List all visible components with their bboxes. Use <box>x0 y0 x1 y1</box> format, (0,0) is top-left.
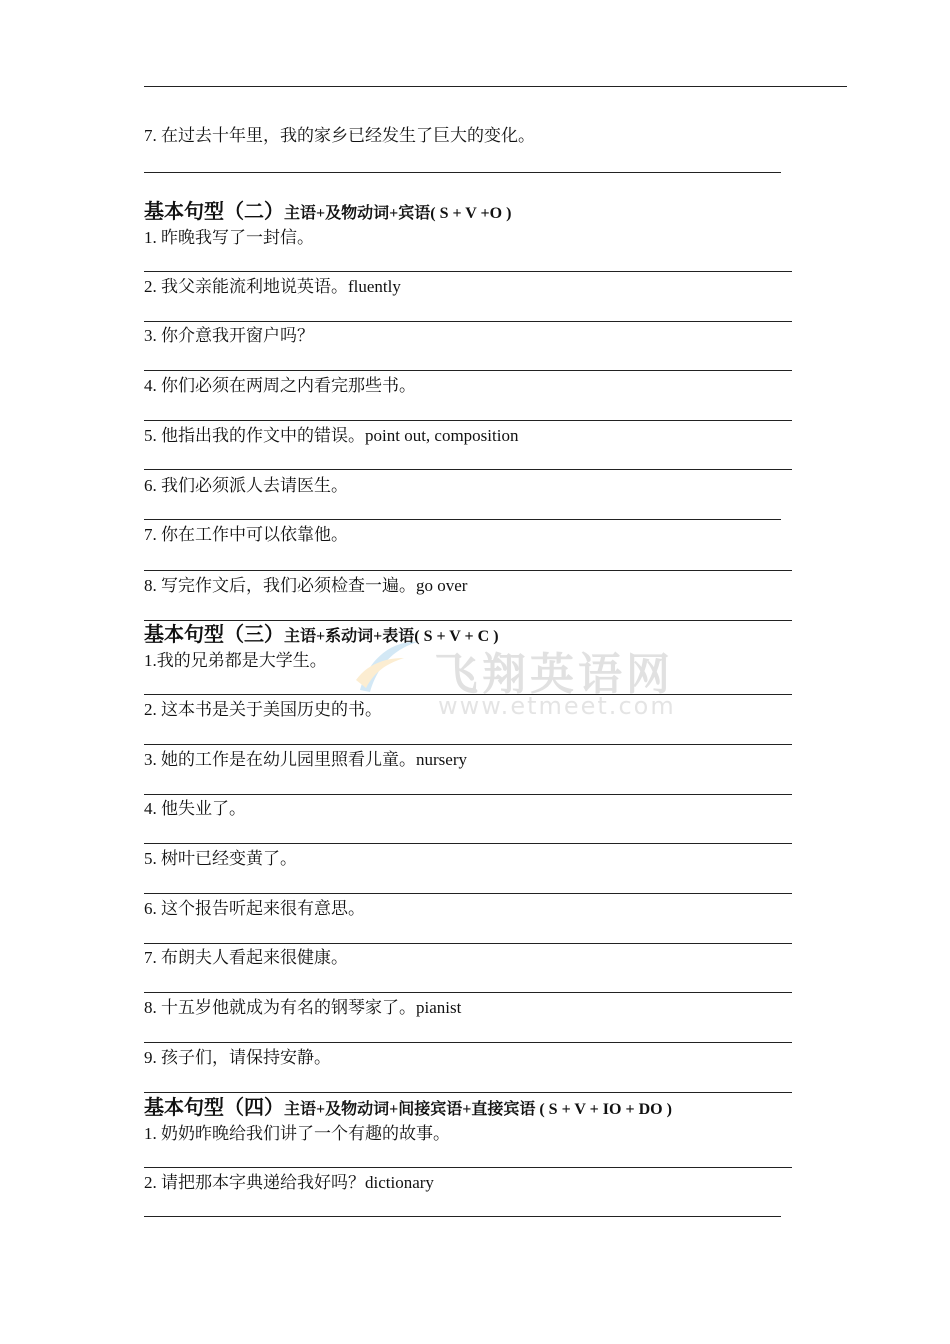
section-heading-rest: 主语+及物动词+宾语( S + V +O ) <box>284 205 512 222</box>
section-heading-cn: 基本句型（二） <box>144 201 284 223</box>
exercise-item: 6. 这个报告听起来很有意思。 <box>144 899 365 918</box>
answer-line <box>144 992 792 993</box>
answer-line <box>144 620 792 621</box>
swoosh-logo-icon <box>352 632 422 702</box>
section-heading-cn: 基本句型（三） <box>144 624 284 646</box>
exercise-item: 2. 这本书是关于美国历史的书。 <box>144 700 382 719</box>
section-heading-cn: 基本句型（四） <box>144 1097 284 1119</box>
answer-line <box>144 1216 781 1217</box>
watermark-url: www.etmeet.com <box>438 692 676 720</box>
answer-line <box>144 1042 792 1043</box>
answer-line <box>144 1167 792 1168</box>
exercise-item: 4. 你们必须在两周之内看完那些书。 <box>144 376 416 395</box>
section-heading-rest: 主语+系动词+表语( S + V + C ) <box>284 628 499 645</box>
answer-line <box>144 420 792 421</box>
answer-line <box>144 86 847 87</box>
exercise-item: 7. 布朗夫人看起来很健康。 <box>144 948 348 967</box>
section-heading-rest: 主语+及物动词+间接宾语+直接宾语 ( S + V + IO + DO ) <box>284 1101 672 1118</box>
answer-line <box>144 271 792 272</box>
exercise-item: 1. 奶奶昨晚给我们讲了一个有趣的故事。 <box>144 1124 450 1143</box>
answer-line <box>144 794 792 795</box>
exercise-item: 2. 我父亲能流利地说英语。fluently <box>144 277 401 296</box>
exercise-item: 3. 你介意我开窗户吗？ <box>144 326 314 345</box>
watermark <box>352 632 692 722</box>
answer-line <box>144 570 792 571</box>
exercise-item: 7. 你在工作中可以依靠他。 <box>144 525 348 544</box>
answer-line <box>144 172 781 173</box>
exercise-item: 4. 他失业了。 <box>144 799 246 818</box>
exercise-item: 9. 孩子们，请保持安静。 <box>144 1048 331 1067</box>
answer-line <box>144 321 792 322</box>
answer-line <box>144 893 792 894</box>
answer-line <box>144 843 792 844</box>
exercise-item: 1. 昨晚我写了一封信。 <box>144 228 314 247</box>
answer-line <box>144 370 792 371</box>
exercise-item: 1.我的兄弟都是大学生。 <box>144 651 327 670</box>
section-heading <box>144 1096 672 1122</box>
watermark-name: 飞翔英语网 <box>434 649 674 700</box>
answer-line <box>144 519 781 520</box>
answer-line <box>144 744 792 745</box>
exercise-item: 3. 她的工作是在幼儿园里照看儿童。nursery <box>144 750 467 769</box>
answer-line <box>144 943 792 944</box>
exercise-item: 5. 树叶已经变黄了。 <box>144 849 297 868</box>
exercise-item: 7. 在过去十年里，我的家乡已经发生了巨大的变化。 <box>144 126 535 145</box>
exercise-item: 5. 他指出我的作文中的错误。point out, composition <box>144 426 519 445</box>
answer-line <box>144 1092 792 1093</box>
exercise-item: 2. 请把那本字典递给我好吗？dictionary <box>144 1173 434 1192</box>
exercise-item: 8. 写完作文后，我们必须检查一遍。go over <box>144 576 468 595</box>
section-heading <box>144 200 511 226</box>
exercise-item: 6. 我们必须派人去请医生。 <box>144 476 348 495</box>
exercise-item: 8. 十五岁他就成为有名的钢琴家了。pianist <box>144 998 462 1017</box>
answer-line <box>144 469 792 470</box>
